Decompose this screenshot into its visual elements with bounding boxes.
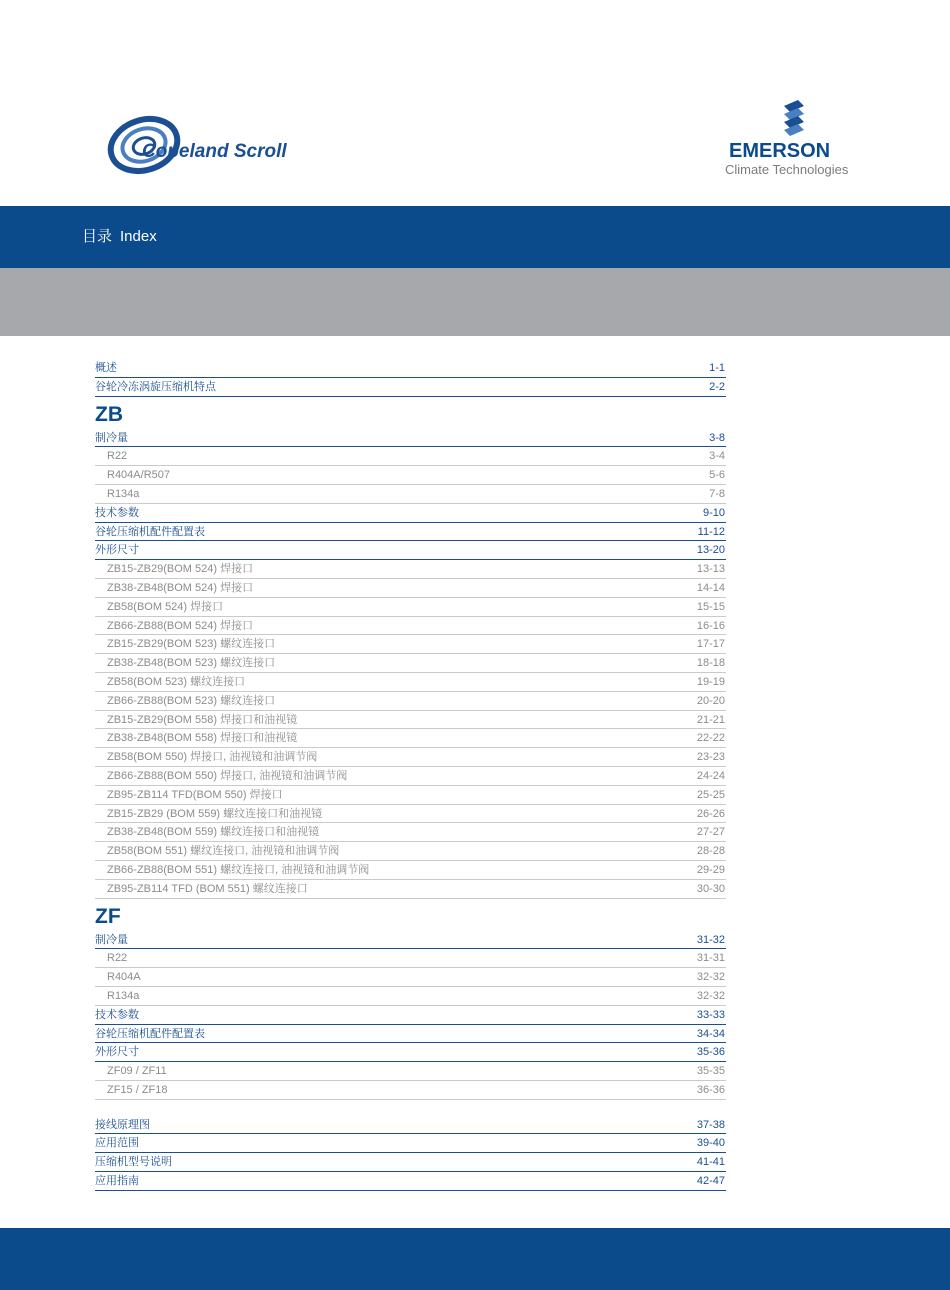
- toc-entry-label: ZB38-ZB48(BOM 523) 螺纹连接口: [107, 657, 276, 670]
- toc-page-range: 36-36: [696, 1083, 725, 1096]
- toc-entry-label: R404A/R507: [107, 469, 170, 482]
- toc-row[interactable]: [95, 1116, 726, 1135]
- toc-page-range: 11-12: [697, 525, 725, 538]
- toc-entry-label: ZB66-ZB88(BOM 551) 螺纹连接口, 油视镜和油调节阀: [107, 863, 370, 876]
- toc-row[interactable]: [95, 931, 726, 950]
- toc-row[interactable]: [95, 635, 726, 654]
- toc-entry-label: ZB58(BOM 550) 焊接口, 油视镜和油调节阀: [107, 751, 318, 764]
- toc-page-range: 27-27: [696, 826, 725, 839]
- emerson-mark-icon: [720, 100, 870, 180]
- toc-page-range: 39-40: [696, 1137, 725, 1150]
- toc-page-range: 35-36: [696, 1046, 725, 1059]
- toc-entry-label: ZB58(BOM 523) 螺纹连接口: [107, 675, 246, 688]
- toc-page-range: 3-4: [709, 450, 725, 463]
- toc-entry-label: ZB15-ZB29(BOM 558) 焊接口和油视镜: [107, 713, 298, 726]
- toc-entry-label: 外形尺寸: [95, 544, 139, 557]
- toc-entry-label: 概述: [95, 362, 117, 374]
- toc-page-range: 28-28: [696, 845, 725, 858]
- toc-page-range: 19-19: [696, 675, 725, 688]
- toc-page-range: 35-35: [696, 1065, 725, 1078]
- toc-row[interactable]: [95, 447, 726, 466]
- section-heading-zb: [95, 397, 726, 429]
- toc-page-range: 37-38: [696, 1118, 725, 1131]
- toc-entry-label: 应用指南: [95, 1175, 139, 1188]
- toc-row[interactable]: [95, 359, 726, 378]
- toc-entry-label: ZB15-ZB29(BOM 523) 螺纹连接口: [107, 638, 276, 651]
- toc-entry-label: ZB66-ZB88(BOM 550) 焊接口, 油视镜和油调节阀: [107, 769, 348, 782]
- toc-page-range: 24-24: [696, 769, 725, 782]
- toc-entry-label: R404A: [107, 971, 141, 984]
- section-heading-zf: [95, 899, 726, 931]
- toc-row[interactable]: [95, 1043, 726, 1062]
- toc-row[interactable]: [95, 541, 726, 560]
- toc-entry-label: ZF15 / ZF18: [107, 1083, 168, 1096]
- toc-row[interactable]: [95, 1081, 726, 1100]
- toc-row[interactable]: [95, 1062, 726, 1081]
- toc-row[interactable]: [95, 579, 726, 598]
- toc-entry-label: R22: [107, 450, 128, 463]
- copeland-logo-text: Copeland Scroll: [142, 141, 287, 162]
- toc-page-range: 21-21: [696, 713, 725, 726]
- copeland-scroll-logo: [104, 115, 339, 177]
- toc-entry-label: ZB66-ZB88(BOM 524) 焊接口: [107, 619, 254, 632]
- toc-entry-label: ZB15-ZB29 (BOM 559) 螺纹连接口和油视镜: [107, 807, 323, 820]
- toc-row[interactable]: [95, 729, 726, 748]
- toc-entry-label: 技术参数: [95, 506, 139, 519]
- toc-row[interactable]: [95, 767, 726, 786]
- toc-row[interactable]: [95, 805, 726, 824]
- toc-page-range: 15-15: [696, 600, 725, 613]
- emerson-logo: [720, 100, 870, 180]
- toc-row[interactable]: [95, 598, 726, 617]
- toc-row[interactable]: [95, 1172, 726, 1191]
- toc-row[interactable]: [95, 560, 726, 579]
- page-title-cn: 目录: [82, 228, 113, 245]
- toc-entry-label: 技术参数: [95, 1008, 139, 1021]
- toc-row[interactable]: [95, 673, 726, 692]
- toc-page-range: 1-1: [709, 362, 725, 374]
- toc-entry-label: ZB95-ZB114 TFD (BOM 551) 螺纹连接口: [107, 882, 308, 895]
- toc-row[interactable]: [95, 949, 726, 968]
- toc-entry-label: ZB15-ZB29(BOM 524) 焊接口: [107, 563, 254, 576]
- toc-entry-label: ZB95-ZB114 TFD(BOM 550) 焊接口: [107, 788, 283, 801]
- toc-row[interactable]: [95, 504, 726, 523]
- toc-row[interactable]: [95, 654, 726, 673]
- page-title-en: Index: [120, 228, 157, 245]
- toc-row[interactable]: [95, 378, 726, 397]
- toc-page-range: 42-47: [696, 1175, 725, 1188]
- toc-row[interactable]: [95, 617, 726, 636]
- gray-band: [0, 268, 950, 336]
- toc-row[interactable]: [95, 968, 726, 987]
- footer-band: [0, 1228, 950, 1290]
- toc-page-range: 7-8: [709, 487, 725, 500]
- toc-entry-label: ZB66-ZB88(BOM 523) 螺纹连接口: [107, 694, 276, 707]
- section-heading-text: ZF: [95, 904, 121, 928]
- toc-page-range: 33-33: [696, 1008, 725, 1021]
- toc-row[interactable]: [95, 1006, 726, 1025]
- toc-page-range: 32-32: [696, 989, 725, 1002]
- toc-entry-label: ZB38-ZB48(BOM 524) 焊接口: [107, 581, 254, 594]
- toc-page-range: 13-20: [696, 544, 725, 557]
- toc-spacer: [95, 1100, 726, 1116]
- toc-entry-label: 外形尺寸: [95, 1046, 139, 1059]
- toc-row[interactable]: [95, 987, 726, 1006]
- toc-entry-label: 谷轮冷冻涡旋压缩机特点: [95, 380, 216, 393]
- toc-page-range: 2-2: [709, 380, 725, 393]
- toc-page-range: 29-29: [696, 863, 725, 876]
- toc-row[interactable]: [95, 429, 726, 448]
- toc-page-range: 31-31: [696, 952, 725, 965]
- toc-entry-label: ZB58(BOM 524) 焊接口: [107, 600, 224, 613]
- toc-page-range: 23-23: [696, 751, 725, 764]
- section-heading-text: ZB: [95, 402, 123, 426]
- toc-page-range: 20-20: [696, 694, 725, 707]
- toc-entry-label: 谷轮压缩机配件配置表: [95, 525, 205, 538]
- toc-row[interactable]: [95, 523, 726, 542]
- toc-page-range: 18-18: [696, 657, 725, 670]
- toc-entry-label: ZB58(BOM 551) 螺纹连接口, 油视镜和油调节阀: [107, 845, 340, 858]
- toc-row[interactable]: [95, 1025, 726, 1044]
- toc-entry-label: ZB38-ZB48(BOM 559) 螺纹连接口和油视镜: [107, 826, 320, 839]
- toc-row[interactable]: [95, 880, 726, 899]
- toc-entry-label: R134a: [107, 487, 140, 500]
- toc-page-range: 13-13: [696, 563, 725, 576]
- page-title: [82, 226, 157, 248]
- toc-page-range: 3-8: [709, 431, 725, 444]
- toc-entry-label: R134a: [107, 989, 140, 1002]
- toc-page-range: 9-10: [702, 506, 725, 519]
- toc-row[interactable]: [95, 842, 726, 861]
- toc-row[interactable]: [95, 748, 726, 767]
- toc-row[interactable]: [95, 861, 726, 880]
- toc-entry-label: 接线原理图: [95, 1118, 150, 1131]
- toc-entry-label: ZB38-ZB48(BOM 558) 焊接口和油视镜: [107, 732, 298, 745]
- toc-entry-label: 应用范围: [95, 1137, 139, 1150]
- toc-entry-label: 制冷量: [95, 431, 128, 444]
- toc-row[interactable]: [95, 485, 726, 504]
- toc-page-range: 41-41: [696, 1156, 725, 1169]
- toc-page-range: 17-17: [696, 638, 725, 651]
- table-of-contents: [95, 359, 726, 1191]
- copeland-swirl-icon: [104, 115, 339, 177]
- emerson-subtitle: Climate Technologies: [725, 162, 849, 177]
- toc-page-range: 34-34: [696, 1027, 725, 1040]
- toc-page-range: 26-26: [696, 807, 725, 820]
- toc-page-range: 25-25: [696, 788, 725, 801]
- toc-row[interactable]: [95, 692, 726, 711]
- toc-row[interactable]: [95, 1134, 726, 1153]
- toc-row[interactable]: [95, 711, 726, 730]
- toc-page-range: 5-6: [709, 469, 725, 482]
- toc-entry-label: R22: [107, 952, 128, 965]
- toc-row[interactable]: [95, 1153, 726, 1172]
- toc-entry-label: 制冷量: [95, 933, 128, 946]
- toc-page-range: 30-30: [696, 882, 725, 895]
- emerson-logo-text: EMERSON: [729, 140, 831, 162]
- toc-page-range: 22-22: [696, 732, 725, 745]
- toc-page-range: 14-14: [696, 581, 725, 594]
- toc-row[interactable]: [95, 786, 726, 805]
- toc-entry-label: ZF09 / ZF11: [107, 1065, 167, 1078]
- toc-row[interactable]: [95, 823, 726, 842]
- toc-entry-label: 谷轮压缩机配件配置表: [95, 1027, 205, 1040]
- toc-page-range: 32-32: [696, 971, 725, 984]
- toc-row[interactable]: [95, 466, 726, 485]
- toc-page-range: 31-32: [696, 933, 725, 946]
- toc-entry-label: 压缩机型号说明: [95, 1156, 172, 1169]
- toc-page-range: 16-16: [696, 619, 725, 632]
